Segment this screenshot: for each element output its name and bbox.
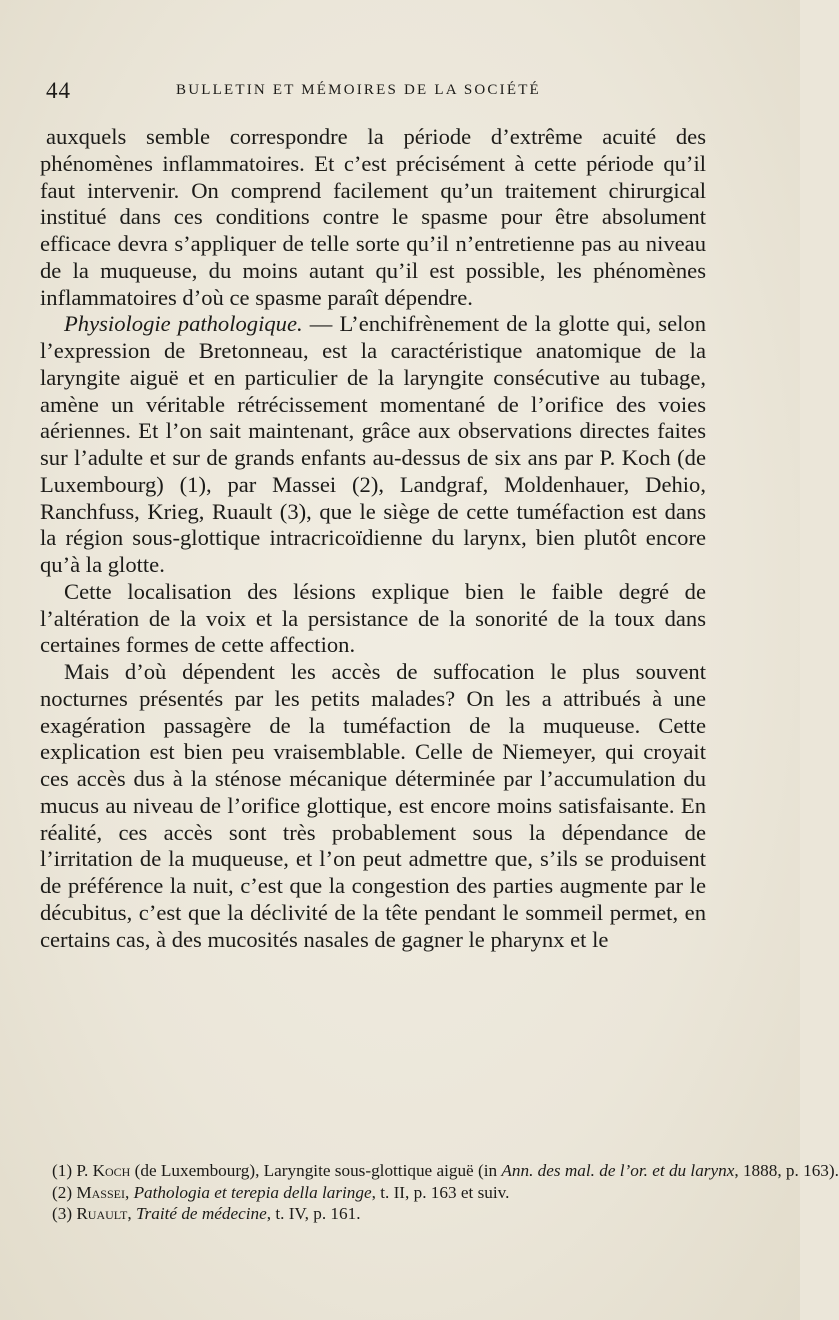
footnote-rest: , t. IV, p. 161. bbox=[266, 1204, 361, 1223]
paragraph bbox=[40, 579, 706, 659]
footnote-rest: , 1888, p. 163). bbox=[734, 1161, 839, 1180]
paragraph bbox=[40, 659, 706, 953]
section-label: Physiologie pathologique. bbox=[64, 311, 303, 337]
footnotes bbox=[40, 1160, 839, 1225]
footnote-text: (de Luxembourg), Laryngite sous-glottique aiguë (in bbox=[130, 1161, 502, 1180]
footnote bbox=[40, 1203, 710, 1225]
paragraph-text: auxquels semble correspondre la période d’extrême acuité des phénomènes inflammatoires. Et c’est précisément à cette période qu’il faut intervenir. On comprend facilement qu’un traitement chirurgical institué dans ces conditions contre le spasme pour être absolument efficace devra s’appliquer de telle sorte qu’il n’entretienne pas au niveau de la muqueuse, du moins autant qu’il est possible, les phénomènes inflammatoires d’où ce spasme paraît dépendre. bbox=[40, 124, 706, 310]
body-text bbox=[40, 124, 706, 953]
footnote bbox=[40, 1160, 839, 1182]
running-title: BULLETIN ET MÉMOIRES DE LA SOCIÉTÉ bbox=[176, 82, 541, 98]
paragraph bbox=[40, 311, 706, 579]
footnote-author: Ruault bbox=[76, 1204, 128, 1223]
footnote-source: Traité de médecine bbox=[135, 1204, 267, 1223]
footnote-text: , bbox=[127, 1204, 136, 1223]
footnote-rest: , t. II, p. 163 et suiv. bbox=[371, 1182, 510, 1202]
footnote-source: Ann. des mal. de l’or. et du larynx bbox=[501, 1161, 735, 1180]
footnote-source: Pathologia et terepia della laringe bbox=[133, 1182, 372, 1202]
paragraph-text: — L’enchifrènement de la glotte qui, selon l’expression de Bretonneau, est la caractéristique anatomique de la laryngite aiguë et en particulier de la laryngite consécutive au tubage, amène un véritable rétrécissement momentané de l’orifice des voies aériennes. Et l’on sait maintenant, grâce aux observations directes faites sur l’adulte et sur de grands enfants au-dessus de six ans par P. Koch (de Luxembourg) (1), par Massei (2), Landgraf, Moldenhauer, Dehio, Ranchfuss, Krieg, Ruault (3), que le siège de cette tuméfaction est dans la région sous-glottique intracricoïdienne du larynx, bien plutôt encore qu’à la glotte. bbox=[40, 311, 706, 577]
footnote-author: Massei bbox=[76, 1182, 125, 1202]
footnote-marker: (1) bbox=[52, 1161, 73, 1180]
paragraph-text: Mais d’où dépendent les accès de suffocation le plus souvent nocturnes présentés par les petits malades? On les a attribués à une exagération passagère de la tuméfaction de la muqueuse. Cette explication est bien peu vraisemblable. Celle de Niemeyer, qui croyait ces accès dus à la sténose mécanique déterminée par l’accumulation du mucus au niveau de l’orifice glottique, est encore moins satisfaisante. En réalité, ces accès sont très probablement sous la dépendance de l’irritation de la muqueuse, et l’on peut admettre que, s’ils se produisent de préférence la nuit, c’est que la congestion des parties augmente par le décubitus, c’est que la déclivité de la tête pendant le sommeil permet, en certains cas, à des mucosités nasales de gagner le pharynx et le bbox=[40, 659, 706, 952]
footnote-author: P. Koch bbox=[76, 1161, 131, 1180]
paragraph bbox=[40, 124, 706, 311]
footnote bbox=[40, 1182, 710, 1204]
page-header bbox=[46, 78, 710, 108]
footnote-text: , bbox=[124, 1182, 134, 1202]
footnote-marker: (3) bbox=[52, 1204, 73, 1223]
page-number: 44 bbox=[46, 78, 71, 103]
paragraph-text: Cette localisation des lésions explique bien le faible degré de l’altération de la voix et la persistance de la sonorité de la toux dans certaines formes de cette affection. bbox=[40, 578, 706, 658]
footnote-marker: (2) bbox=[52, 1182, 73, 1202]
